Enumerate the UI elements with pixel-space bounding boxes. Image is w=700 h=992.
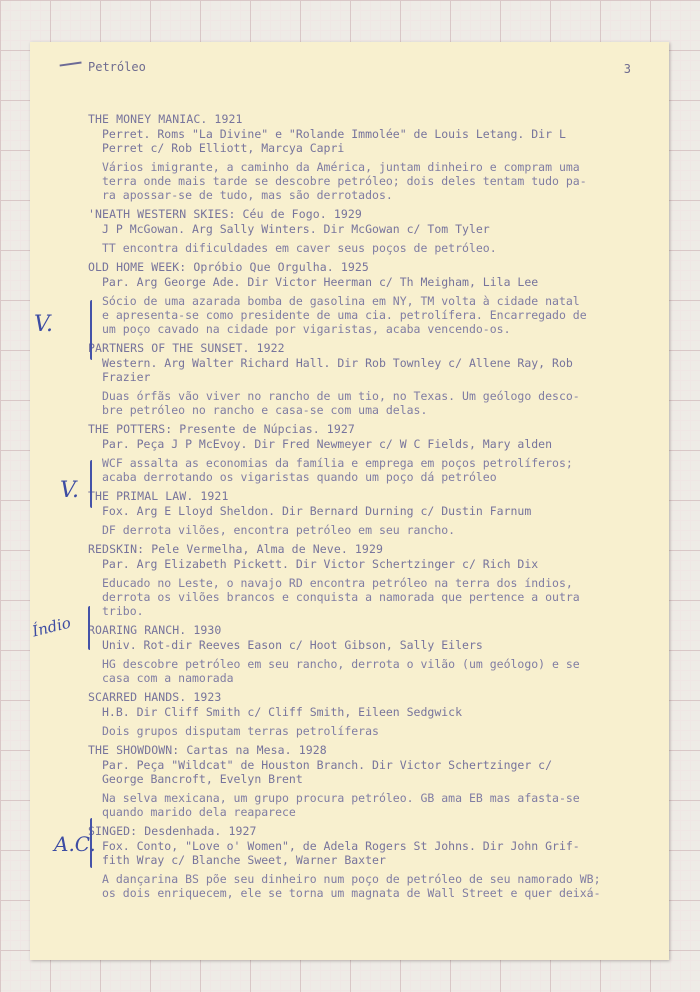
film-credits: Western. Arg Walter Richard Hall. Dir Rob Townley c/ Allene Ray, Rob Frazier: [102, 356, 573, 384]
handwritten-annotation: A.C.: [54, 832, 96, 856]
handwritten-bracket: [90, 300, 92, 360]
handwritten-bracket: [90, 460, 92, 508]
handwritten-annotation: V.: [34, 312, 54, 337]
page-title: Petróleo: [88, 60, 146, 74]
film-entry: [88, 422, 648, 484]
film-credits: Fox. Conto, "Love o' Women", de Adela Rogers St Johns. Dir John Grif- fith Wray c/ Blanche Sweet, Warner Baxter: [102, 839, 580, 867]
film-summary: Sócio de uma azarada bomba de gasolina em NY, TM volta à cidade natal e apresenta-se como presidente de uma cia. petrolífera. Encarregado de um poço cavado na cidade por vigaristas, acaba vencendo-os.: [102, 294, 587, 336]
film-entry: [88, 341, 648, 417]
page-number: 3: [623, 62, 631, 76]
typed-document-page: [30, 42, 669, 960]
film-credits: Fox. Arg E Lloyd Sheldon. Dir Bernard Durning c/ Dustin Farnum: [102, 504, 532, 518]
film-credits: Par. Arg Elizabeth Pickett. Dir Victor Schertzinger c/ Rich Dix: [102, 557, 539, 571]
film-summary: Educado no Leste, o navajo RD encontra petróleo na terra dos índios, derrota os vilões brancos e conquista a namorada que pertence a outra tribo.: [102, 576, 580, 618]
film-summary: TT encontra dificuldades em caver seus poços de petróleo.: [102, 241, 497, 255]
film-title: 'NEATH WESTERN SKIES: Céu de Fogo. 1929: [88, 207, 362, 221]
film-summary: DF derrota vilões, encontra petróleo em seu rancho.: [102, 523, 456, 537]
film-title: THE SHOWDOWN: Cartas na Mesa. 1928: [88, 743, 327, 757]
film-entry: [88, 824, 648, 900]
film-entry: [88, 743, 648, 819]
film-title: REDSKIN: Pele Vermelha, Alma de Neve. 1929: [88, 542, 383, 556]
film-summary: Na selva mexicana, um grupo procura petróleo. GB ama EB mas afasta-se quando marido dela reaparece: [102, 791, 580, 819]
film-title: PARTNERS OF THE SUNSET. 1922: [88, 341, 285, 355]
film-summary: Duas órfãs vão viver no rancho de um tio, no Texas. Um geólogo desco- bre petróleo no rancho e casa-se com uma delas.: [102, 389, 580, 417]
film-title: SCARRED HANDS. 1923: [88, 690, 222, 704]
handwritten-annotation: V.: [60, 478, 80, 503]
film-entry: [88, 690, 648, 738]
film-credits: Univ. Rot-dir Reeves Eason c/ Hoot Gibson, Sally Eilers: [102, 638, 483, 652]
film-credits: H.B. Dir Cliff Smith c/ Cliff Smith, Eileen Sedgwick: [102, 705, 463, 719]
handwritten-bracket: [88, 606, 90, 650]
film-title: THE POTTERS: Presente de Núpcias. 1927: [88, 422, 355, 436]
film-credits: Par. Peça "Wildcat" de Houston Branch. Dir Victor Schertzinger c/ George Bancroft, Evelyn Brent: [102, 758, 553, 786]
film-entry: [88, 489, 648, 537]
film-title: THE MONEY MANIAC. 1921: [88, 112, 243, 126]
film-summary: HG descobre petróleo em seu rancho, derrota o vilão (um geólogo) e se casa com a namorada: [102, 657, 580, 685]
film-summary: WCF assalta as economias da família e emprega em poços petrolíferos; acaba derrotando os vigaristas quando um poço dá petróleo: [102, 456, 573, 484]
film-credits: Perret. Roms "La Divine" e "Rolande Immolée" de Louis Letang. Dir L Perret c/ Rob Elliott, Marcya Capri: [102, 127, 566, 155]
film-entry: [88, 623, 648, 685]
handwritten-bracket: [90, 818, 92, 868]
film-entry: [88, 542, 648, 618]
film-title: OLD HOME WEEK: Opróbio Que Orgulha. 1925: [88, 260, 369, 274]
film-title: THE PRIMAL LAW. 1921: [88, 489, 229, 503]
film-entries-list: [88, 112, 648, 905]
handwritten-tick-mark: [60, 62, 83, 73]
film-entry: [88, 207, 648, 255]
film-title: ROARING RANCH. 1930: [88, 623, 222, 637]
film-summary: Vários imigrante, a caminho da América, juntam dinheiro e compram uma terra onde mais tarde se descobre petróleo; dois deles tentam tudo pa- ra apossar-se de tudo, mas são derrotados.: [102, 160, 587, 202]
film-entry: [88, 112, 648, 202]
film-summary: Dois grupos disputam terras petrolíferas: [102, 724, 379, 738]
film-credits: J P McGowan. Arg Sally Winters. Dir McGowan c/ Tom Tyler: [102, 222, 490, 236]
page-header: [30, 60, 669, 80]
film-title: SINGED: Desdenhada. 1927: [88, 824, 257, 838]
film-credits: Par. Peça J P McEvoy. Dir Fred Newmeyer c/ W C Fields, Mary alden: [102, 437, 553, 451]
film-credits: Par. Arg George Ade. Dir Victor Heerman c/ Th Meigham, Lila Lee: [102, 275, 539, 289]
film-summary: A dançarina BS põe seu dinheiro num poço de petróleo de seu namorado WB; os dois enriquecem, ele se torna um magnata de Wall Street e quer deixá-: [102, 872, 601, 900]
film-entry: [88, 260, 648, 336]
handwritten-annotation: Índio: [30, 613, 73, 641]
